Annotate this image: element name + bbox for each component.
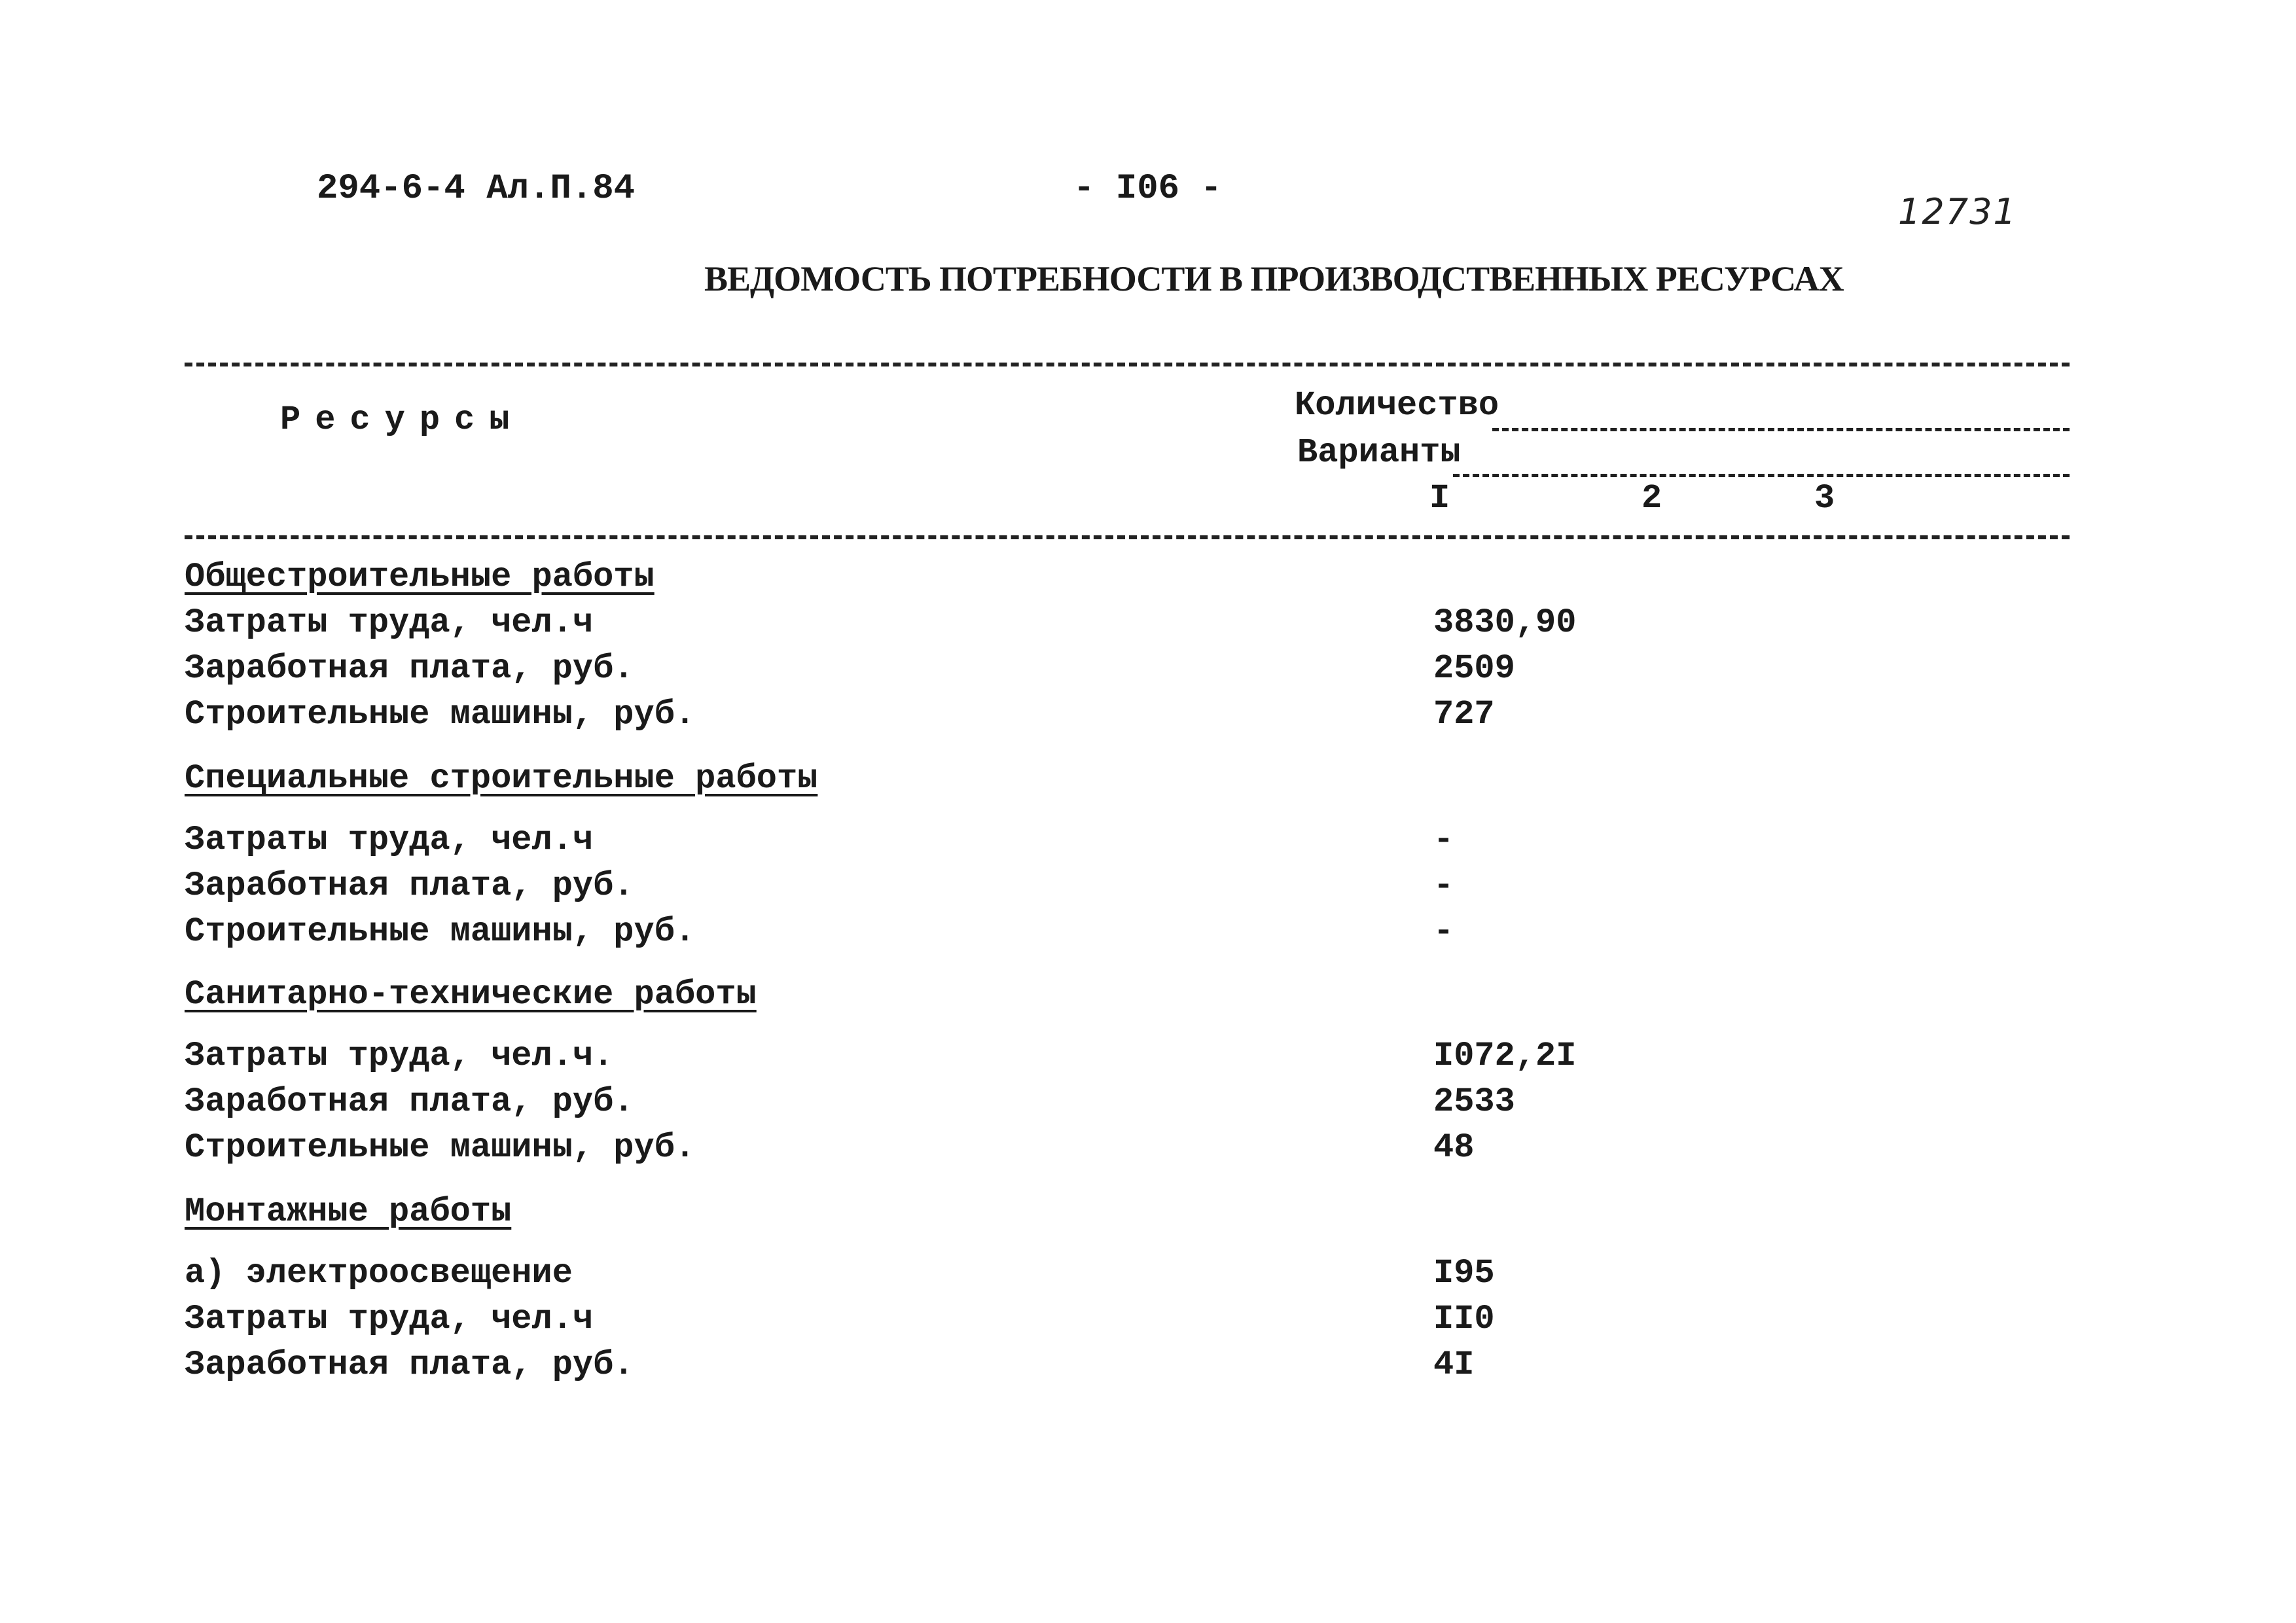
row-label: Затраты труда, чел.ч (185, 1300, 594, 1338)
table-top-rule (185, 363, 2070, 366)
section-title: Специальные строительные работы (185, 759, 818, 798)
row-value-variant-1: 727 (1433, 695, 1495, 734)
document-code: 294-6-4 Ал.П.84 (317, 169, 636, 209)
column-header-resources: Ресурсы (280, 401, 524, 439)
row-value-variant-1: 2533 (1433, 1082, 1515, 1121)
variants-header-rule (1453, 474, 2070, 477)
row-label: Заработная плата, руб. (185, 866, 634, 905)
column-header-quantity: Количество (1295, 386, 1499, 425)
row-label: Заработная плата, руб. (185, 649, 634, 688)
row-label: а) электроосвещение (185, 1254, 573, 1293)
section-title: Общестроительные работы (185, 558, 655, 596)
row-label: Затраты труда, чел.ч (185, 821, 594, 859)
row-value-variant-1: - (1433, 821, 1454, 859)
row-label: Затраты труда, чел.ч (185, 603, 594, 642)
section-title: Санитарно-технические работы (185, 975, 757, 1014)
page-number: - I06 - (1073, 169, 1222, 209)
row-value-variant-1: 3830,90 (1433, 603, 1577, 642)
table-header-bottom-rule (185, 535, 2070, 539)
row-value-variant-1: - (1433, 866, 1454, 905)
variant-header-2: 2 (1641, 479, 1662, 518)
row-value-variant-1: II0 (1433, 1300, 1495, 1338)
row-value-variant-1: 2509 (1433, 649, 1515, 688)
row-value-variant-1: 48 (1433, 1128, 1475, 1167)
row-label: Затраты труда, чел.ч. (185, 1037, 614, 1075)
handwritten-stamp-number: 12731 (1898, 191, 2017, 232)
column-header-variants: Варианты (1297, 433, 1461, 472)
row-label: Строительные машины, руб. (185, 912, 696, 951)
row-label: Строительные машины, руб. (185, 695, 696, 734)
section-title: Монтажные работы (185, 1192, 512, 1231)
variant-header-1: I (1429, 479, 1450, 518)
row-value-variant-1: 4I (1433, 1346, 1475, 1384)
row-value-variant-1: I95 (1433, 1254, 1495, 1293)
row-value-variant-1: - (1433, 912, 1454, 951)
row-value-variant-1: I072,2I (1433, 1037, 1577, 1075)
row-label: Заработная плата, руб. (185, 1346, 634, 1384)
variant-header-3: 3 (1814, 479, 1835, 518)
row-label: Заработная плата, руб. (185, 1082, 634, 1121)
row-label: Строительные машины, руб. (185, 1128, 696, 1167)
quantity-header-rule (1492, 428, 2070, 431)
document-title: ВЕДОМОСТЬ ПОТРЕБНОСТИ В ПРОИЗВОДСТВЕННЫХ РЕСУРСАХ (704, 259, 1844, 298)
